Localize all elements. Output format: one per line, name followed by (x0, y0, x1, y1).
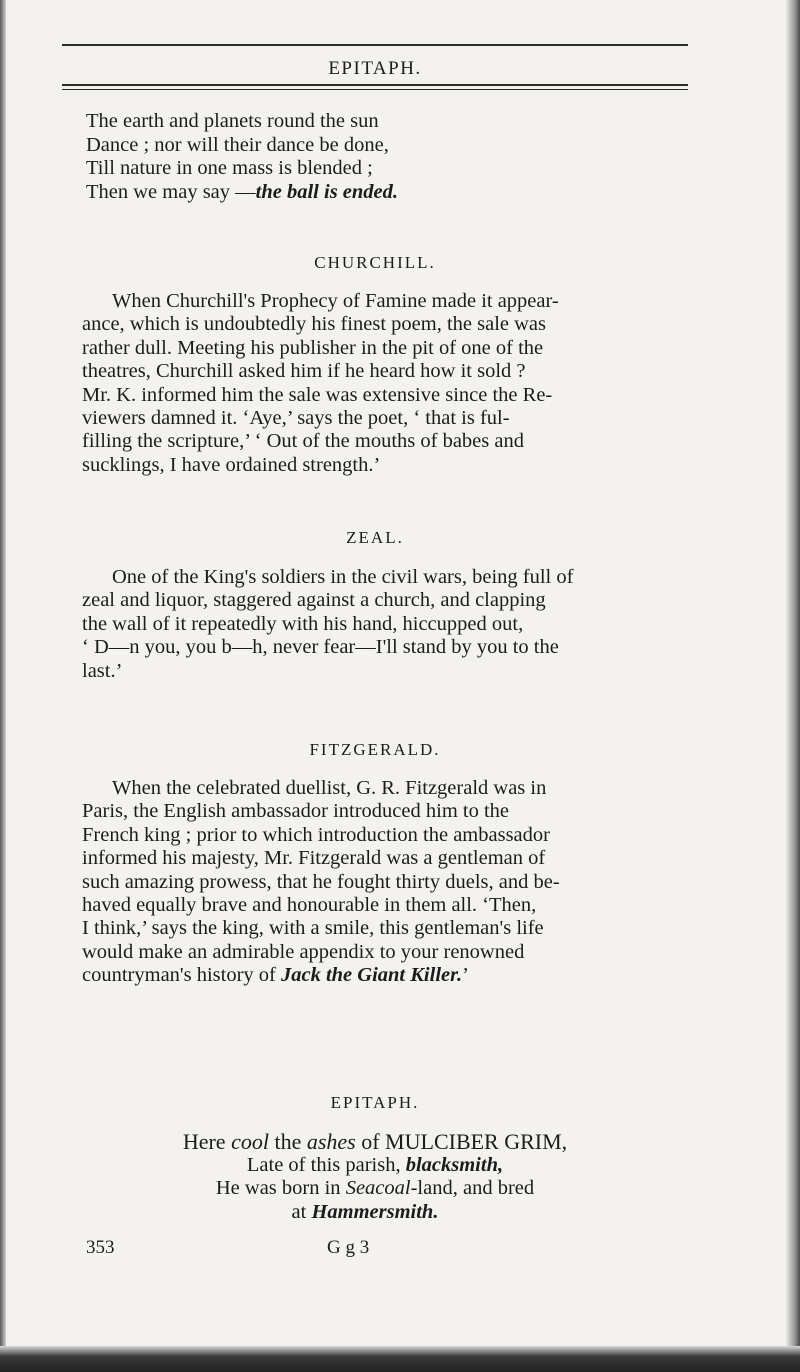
epitaph-line (62, 1154, 688, 1178)
paragraph-line (82, 964, 686, 987)
section-heading-epitaph: EPITAPH. (330, 1093, 420, 1112)
paragraph-line: viewers damned it. ‘Aye,’ says the poet, ‘ that is ful- (82, 407, 510, 430)
paragraph-line: One of the King's soldiers in the civil wars, being full of (112, 566, 574, 588)
anecdote-churchill (82, 290, 686, 477)
paragraph-line: zeal and liquor, staggered against a church, and clapping (82, 589, 546, 612)
epitaph-text: the (268, 1129, 307, 1154)
paragraph-line: I think,’ says the king, with a smile, this gentleman's life (82, 917, 544, 940)
verse-emphasis: the ball is ended. (255, 180, 399, 203)
page-edge-shadow-right (786, 0, 800, 1372)
paragraph-line: When the celebrated duellist, G. R. Fitzgerald was in (112, 777, 547, 799)
epitaph-text: -land, and bred (410, 1177, 535, 1200)
paragraph-line: Mr. K. informed him the sale was extensive since the Re- (82, 383, 553, 406)
epitaph-line (62, 1201, 688, 1225)
paragraph-line: ance, which is undoubtedly his finest poem, the sale was (82, 313, 546, 336)
verse-text: Then we may say — (86, 180, 256, 203)
paragraph-line: informed his majesty, Mr. Fitzgerald was a gentleman of (82, 847, 546, 870)
epitaph-italic: ashes (306, 1129, 356, 1154)
verse-line: Till nature in one mass is blended ; (86, 157, 373, 180)
paragraph-line: sucklings, I have ordained strength.’ (82, 453, 381, 476)
section-heading-zeal: ZEAL. (346, 528, 404, 547)
running-head: EPITAPH. (328, 58, 422, 79)
epitaph-italic: cool (231, 1129, 269, 1154)
page-edge-shadow-left (0, 0, 6, 1372)
paragraph-line: filling the scripture,’ ‘ Out of the mouths of babes and (82, 430, 524, 453)
line-text: countryman's history of (82, 964, 276, 987)
head-rule-double-top (62, 84, 688, 86)
paragraph-line: Paris, the English ambassador introduced him to the (82, 800, 510, 823)
section-heading-churchill: CHURCHILL. (314, 253, 436, 272)
epitaph-text: at (291, 1200, 312, 1223)
paragraph-line: last.’ (82, 659, 123, 682)
epitaph-text: Late of this parish, (246, 1153, 406, 1176)
epitaph-italic: Hammersmith. (311, 1200, 439, 1223)
paragraph-line: the wall of it repeatedly with his hand, hiccupped out, (82, 612, 524, 635)
epitaph-text: of MULCIBER GRIM, (355, 1129, 568, 1154)
epitaph-italic: blacksmith, (405, 1153, 504, 1176)
opening-verse (86, 110, 398, 204)
paragraph-line: theatres, Churchill asked him if he heard how it sold ? (82, 360, 526, 383)
verse-line (86, 181, 398, 205)
paragraph-line: When Churchill's Prophecy of Famine made it appear- (112, 290, 559, 312)
epitaph-italic: Seacoal (345, 1177, 411, 1200)
paragraph-line: ‘ D—n you, you b—h, never fear—I'll stand by you to the (82, 636, 559, 659)
epitaph-verse (62, 1130, 688, 1224)
paragraph-line: haved equally brave and honourable in them all. ‘Then, (82, 894, 537, 917)
epitaph-text: He was born in (215, 1177, 346, 1200)
top-rule (62, 44, 688, 46)
epitaph-line (62, 1177, 688, 1201)
book-title: Jack the Giant Killer. (280, 964, 463, 987)
epitaph-text: Here (182, 1129, 232, 1154)
paragraph-line: rather dull. Meeting his publisher in the pit of one of the (82, 336, 544, 359)
page-bottom-edge (0, 1346, 800, 1372)
anecdote-fitzgerald (82, 777, 686, 988)
paragraph-line: would make an admirable appendix to your renowned (82, 940, 525, 963)
epitaph-line (62, 1130, 688, 1154)
head-rule-double-bottom (62, 89, 688, 90)
paragraph-line: such amazing prowess, that he fought thirty duels, and be- (82, 870, 560, 893)
signature-mark: G g 3 (327, 1237, 370, 1258)
anecdote-zeal (82, 566, 686, 683)
section-heading-fitzgerald: FITZGERALD. (309, 740, 441, 759)
verse-line: The earth and planets round the sun (86, 110, 379, 132)
closing-quote: ’ (462, 964, 469, 987)
page-number: 353 (86, 1237, 115, 1258)
verse-line: Dance ; nor will their dance be done, (86, 133, 389, 156)
paragraph-line: French king ; prior to which introduction the ambassador (82, 823, 550, 846)
